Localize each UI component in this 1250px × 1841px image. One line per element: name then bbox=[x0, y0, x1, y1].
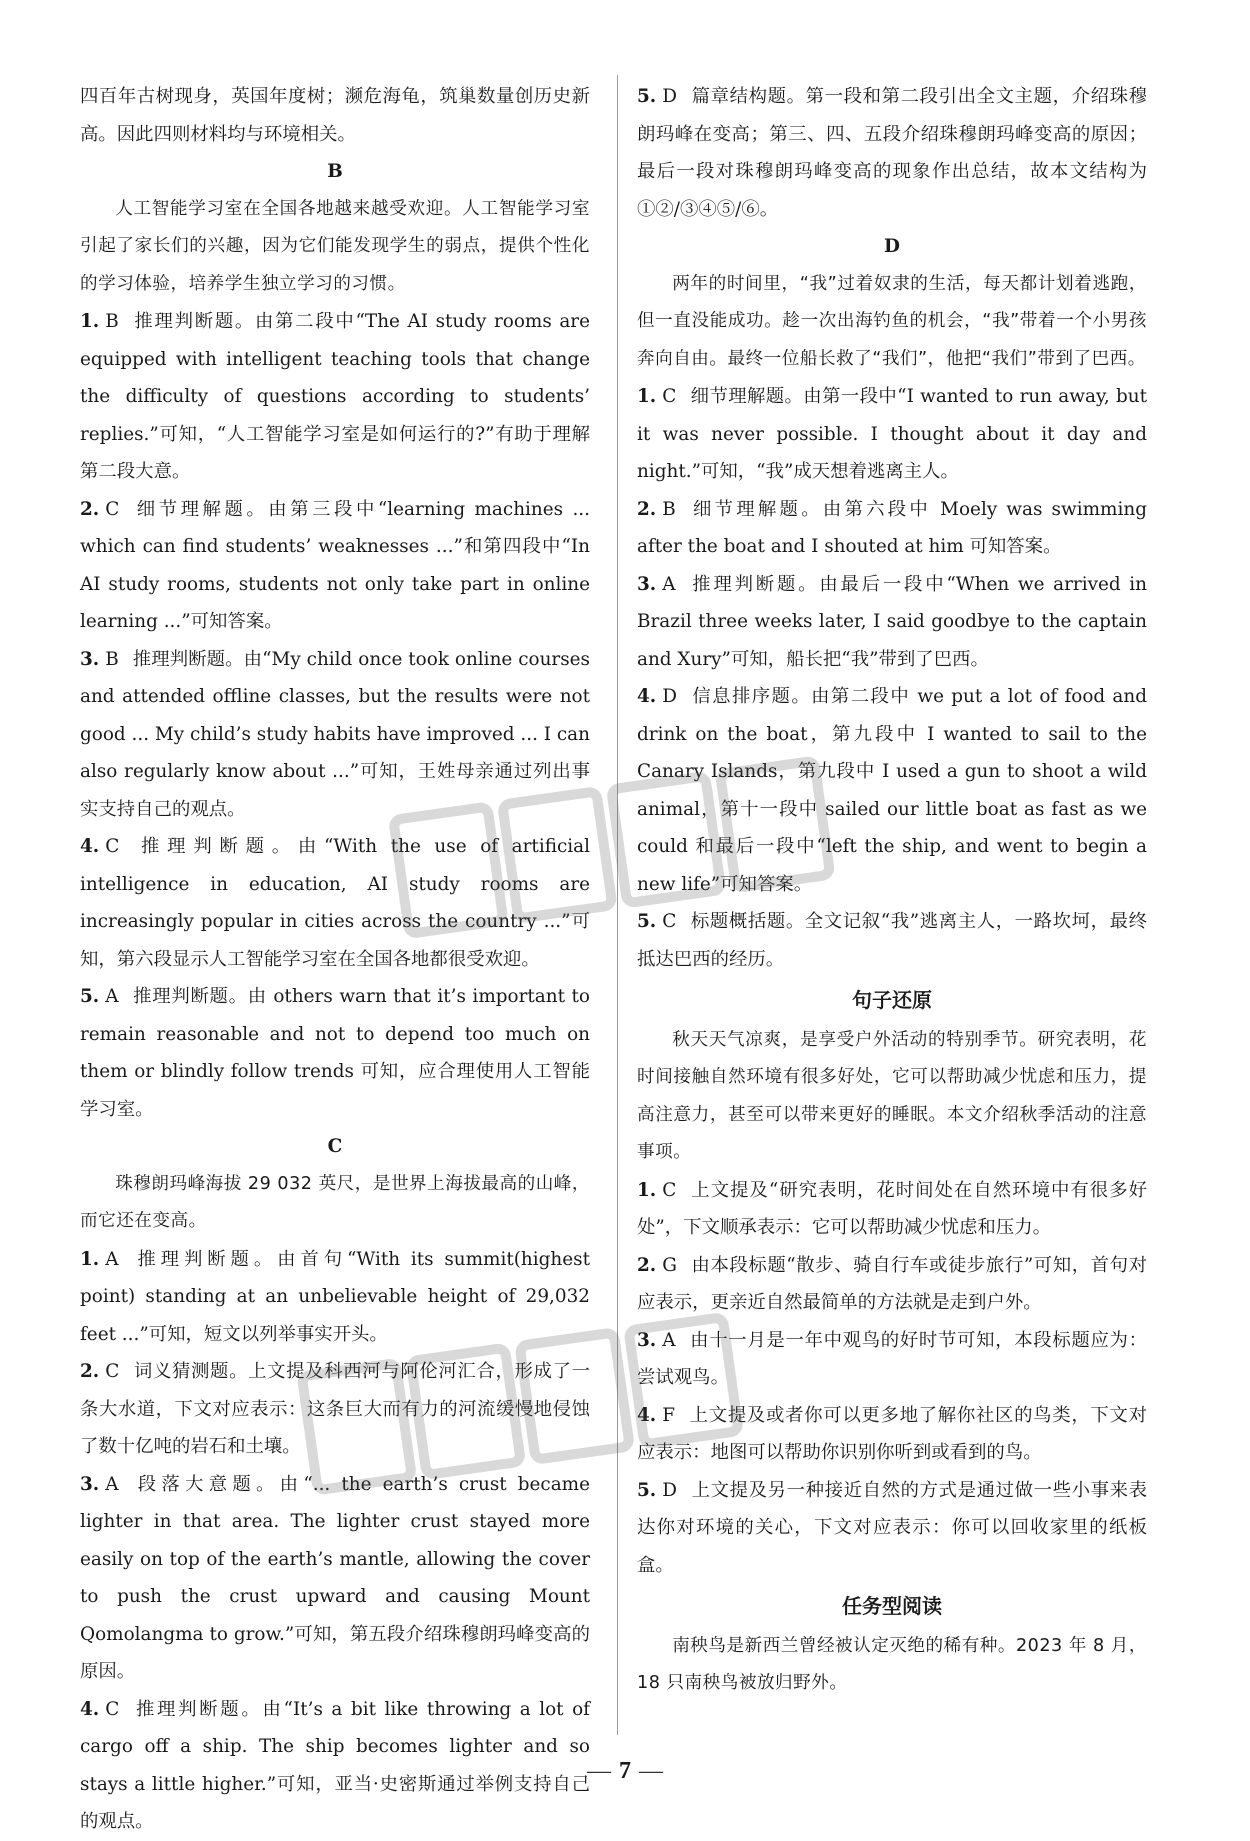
list-item bbox=[80, 1353, 590, 1466]
list-item bbox=[637, 1247, 1147, 1322]
item-number: 4. bbox=[80, 836, 100, 857]
item-answer: B bbox=[105, 311, 119, 332]
list-item bbox=[637, 1172, 1147, 1247]
item-number: 4. bbox=[637, 1404, 657, 1426]
column-divider bbox=[617, 75, 618, 1735]
item-number: 4. bbox=[637, 686, 657, 707]
item-number: 2. bbox=[637, 498, 657, 520]
item-text: 标题概括题。全文记叙“我”逃离主人，一路坎坷，最终抵达巴西的经历。 bbox=[637, 911, 1147, 970]
item-text: 段落大意题。由“... the earth’s crust became lighter in that area. The lighter crust stayed more easily on top of the earth’s mantle, allowing the cover to push the crust upward and causing Mount Qomolangma to grow.”可知，第五段介绍珠穆朗玛峰变高的原因。 bbox=[80, 1473, 590, 1682]
list-item bbox=[80, 828, 590, 978]
list-item bbox=[637, 566, 1147, 679]
list-item bbox=[80, 1466, 590, 1691]
sentence-restore-heading: 句子还原 bbox=[852, 988, 932, 1012]
item-number: 1. bbox=[637, 386, 657, 407]
list-item bbox=[80, 641, 590, 829]
item-number: 2. bbox=[637, 1254, 657, 1276]
task-reading-summary: 南秧鸟是新西兰曾经被认定灭绝的稀有种。2023 年 8 月，18 只南秧鸟被放归野外。 bbox=[637, 1635, 1147, 1693]
list-item bbox=[80, 303, 590, 491]
item-answer: D bbox=[662, 1479, 677, 1501]
section-b-summary: 人工智能学习室在全国各地越来越受欢迎。人工智能学习室引起了家长们的兴趣，因为它们能发现学生的弱点，提供个性化的学习体验，培养学生独立学习的习惯。 bbox=[80, 198, 590, 294]
item-text: 推理判断题。由第二段中“The AI study rooms are equipped with intelligent teaching tools that change the difficulty of questions according to students’ replies.”可知，“人工智能学习室是如何运行的?”有助于理解第二段大意。 bbox=[80, 311, 590, 482]
item-number: 4. bbox=[80, 1698, 100, 1720]
list-item bbox=[637, 1322, 1147, 1397]
list-item bbox=[637, 491, 1147, 566]
item-answer: A bbox=[662, 1329, 676, 1351]
section-d-summary: 两年的时间里，“我”过着奴隶的生活，每天都计划着逃跑，但一直没能成功。趁一次出海钓鱼的机会，“我”带着一个小男孩奔向自由。最终一位船长救了“我们”，他把“我们”带到了巴西。 bbox=[637, 273, 1147, 369]
item-answer: C bbox=[662, 911, 677, 932]
item-answer: G bbox=[662, 1254, 677, 1276]
item-number: 3. bbox=[637, 1329, 657, 1351]
list-item bbox=[80, 491, 590, 641]
item-text: 细节理解题。由第六段中 Moely was swimming after the boat and I shouted at him 可知答案。 bbox=[637, 498, 1147, 557]
section-heading-d: D bbox=[884, 236, 900, 257]
item-text: 上文提及“研究表明，花时间处在自然环境中有很多好处”，下文顺承表示：它可以帮助减少忧虑和压力。 bbox=[637, 1179, 1147, 1238]
item-number: 1. bbox=[80, 311, 100, 332]
item-text: 推理判断题。由 others warn that it’s important to remain reasonable and not to depend too much on them or blindly follow trends 可知，应合理使用人工智能学习室。 bbox=[80, 986, 590, 1120]
page-number: — 7 — bbox=[587, 1758, 663, 1784]
section-heading-c: C bbox=[327, 1136, 343, 1157]
item-number: 3. bbox=[637, 573, 657, 595]
list-item bbox=[637, 1472, 1147, 1585]
list-item bbox=[637, 1397, 1147, 1472]
section-c-summary: 珠穆朗玛峰海拔 29 032 英尺，是世界上海拔最高的山峰，而它还在变高。 bbox=[80, 1173, 590, 1231]
item-text: 推理判断题。由首句“With its summit(highest point) standing at an unbelievable height of 29,032 feet ...”可知，短文以列举事实开头。 bbox=[80, 1248, 590, 1345]
item-number: 5. bbox=[637, 911, 657, 932]
section-b-items bbox=[80, 303, 590, 1128]
section-d-items bbox=[637, 378, 1147, 978]
list-item bbox=[80, 978, 590, 1128]
item-answer: A bbox=[105, 1248, 119, 1270]
item-number: 1. bbox=[637, 1179, 657, 1201]
item-answer: A bbox=[662, 573, 676, 595]
item-text: 上文提及另一种接近自然的方式是通过做一些小事来表达你对环境的关心，下文对应表示：你可以回收家里的纸板盒。 bbox=[637, 1479, 1147, 1576]
item-answer: F bbox=[662, 1404, 675, 1426]
item-number: 3. bbox=[80, 648, 100, 670]
item-answer: C bbox=[105, 836, 120, 857]
item-text: 细节理解题。由第三段中“learning machines ... which can find students’ weaknesses ...”和第四段中“In AI study rooms, students not only take part in online learning ...”可知答案。 bbox=[80, 498, 590, 632]
item-number: 2. bbox=[80, 1361, 100, 1382]
item-number: 5. bbox=[80, 986, 100, 1007]
item-text: 上文提及或者你可以更多地了解你社区的鸟类，下文对应表示：地图可以帮助你识别你听到或看到的鸟。 bbox=[637, 1404, 1147, 1463]
task-reading-heading: 任务型阅读 bbox=[842, 1594, 942, 1618]
item-answer: B bbox=[662, 498, 676, 520]
item-answer: A bbox=[105, 1473, 119, 1495]
item-number: 5. bbox=[637, 1479, 657, 1501]
item-answer: C bbox=[105, 498, 120, 520]
item-text: 细节理解题。由第一段中“I wanted to run away, but it was never possible. I thought about it day and night.”可知，“我”成天想着逃离主人。 bbox=[637, 386, 1147, 482]
item-number: 3. bbox=[80, 1473, 100, 1495]
left-column bbox=[80, 78, 590, 1841]
list-item bbox=[637, 378, 1147, 491]
list-item bbox=[637, 78, 1147, 228]
item-text: 篇章结构题。第一段和第二段引出全文主题，介绍珠穆朗玛峰在变高；第三、四、五段介绍珠穆朗玛峰变高的原因；最后一段对珠穆朗玛峰变高的现象作出总结，故本文结构为①②/③④⑤/⑥。 bbox=[637, 86, 1147, 220]
page-number-value: 7 bbox=[619, 1758, 631, 1784]
item-answer: B bbox=[105, 648, 119, 670]
intro-line: 四百年古树现身，英国年度树；濒危海龟，筑巢数量创历史新高。因此四则材料均与环境相关。 bbox=[80, 86, 590, 145]
item-answer: C bbox=[105, 1361, 120, 1382]
sentence-restore-summary: 秋天天气凉爽，是享受户外活动的特别季节。研究表明，花时间接触自然环境有很多好处，它可以帮助减少忧虑和压力，提高注意力，甚至可以带来更好的睡眠。本文介绍秋季活动的注意事项。 bbox=[637, 1029, 1147, 1162]
sentence-restore-items bbox=[637, 1172, 1147, 1585]
section-heading-b: B bbox=[327, 161, 343, 182]
item-text: 推理判断题。由“My child once took online courses and attended offline classes, but the results were not good ... My child’s study habits have improved ... I can also regularly know about ...”可知，王姓母亲通过列出事实支持自己的观点。 bbox=[80, 648, 590, 820]
item-number: 1. bbox=[80, 1248, 100, 1270]
list-item bbox=[80, 1241, 590, 1354]
item-text: 词义猜测题。上文提及科西河与阿伦河汇合，形成了一条大水道，下文对应表示：这条巨大而有力的河流缓慢地侵蚀了数十亿吨的岩石和土壤。 bbox=[80, 1361, 590, 1457]
item-answer: D bbox=[662, 86, 677, 107]
item-text: 由十一月是一年中观鸟的好时节可知，本段标题应为：尝试观鸟。 bbox=[637, 1329, 1147, 1388]
item-answer: D bbox=[662, 686, 677, 707]
item-answer: C bbox=[662, 386, 677, 407]
list-item bbox=[637, 903, 1147, 978]
item-number: 5. bbox=[637, 86, 657, 107]
item-text: 推理判断题。由“It’s a bit like throwing a lot of cargo off a ship. The ship becomes lighter and so stays a little higher.”可知，亚当·史密斯通过举例支持自己的观点。 bbox=[80, 1698, 590, 1832]
item-text: 信息排序题。由第二段中 we put a lot of food and drink on the boat，第九段中 I wanted to sail to the Canary Islands，第九段中 I used a gun to shoot a wild animal，第十一段中 sailed our little boat as fast as we could 和最后一段中“left the ship, and went to begin a new life”可知答案。 bbox=[637, 686, 1147, 895]
section-c-items bbox=[80, 1241, 590, 1841]
item-text: 推理判断题。由最后一段中“When we arrived in Brazil three weeks later, I said goodbye to the captain and Xury”可知，船长把“我”带到了巴西。 bbox=[637, 573, 1147, 670]
list-item bbox=[637, 678, 1147, 903]
item-text: 由本段标题“散步、骑自行车或徒步旅行”可知，首句对应表示，更亲近自然最简单的方法就是走到户外。 bbox=[637, 1254, 1147, 1313]
right-column bbox=[637, 78, 1147, 1703]
item-answer: A bbox=[105, 986, 119, 1007]
item-answer: C bbox=[105, 1698, 120, 1720]
item-text: 推理判断题。由“With the use of artificial intelligence in education, AI study rooms are increasingly popular in cities across the country ...”可知，第六段显示人工智能学习室在全国各地都很受欢迎。 bbox=[80, 836, 590, 970]
item-number: 2. bbox=[80, 498, 100, 520]
item-answer: C bbox=[662, 1179, 677, 1201]
